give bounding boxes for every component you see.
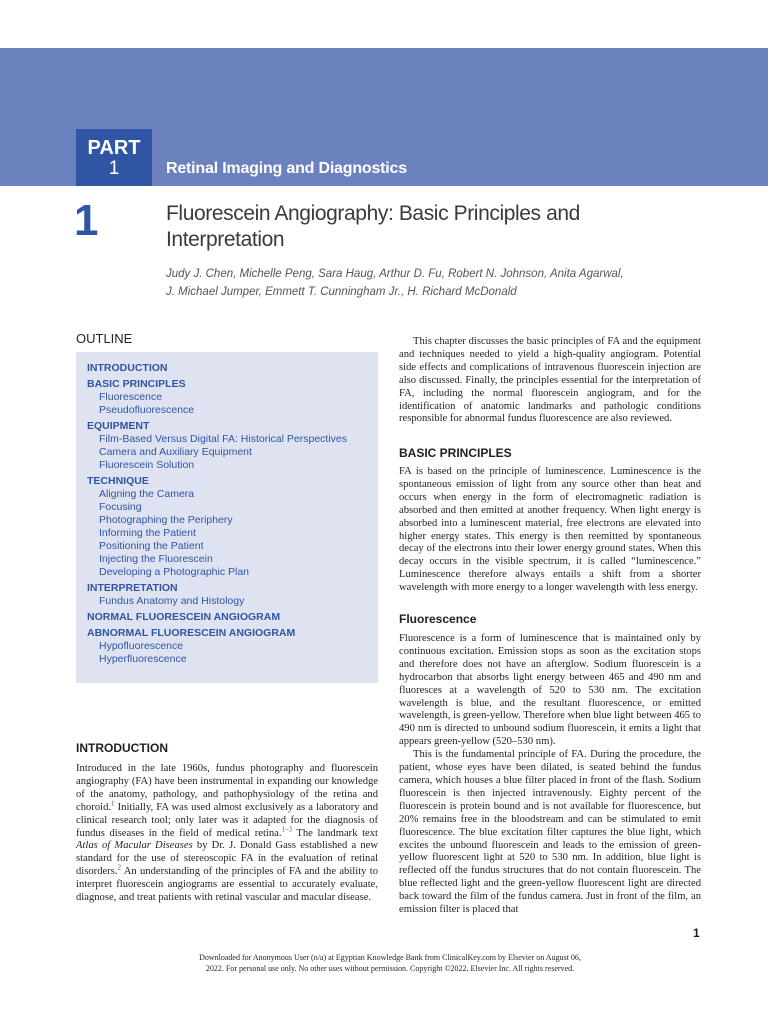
outline-subsection-link[interactable]: Film-Based Versus Digital FA: Historical Perspectives	[99, 433, 347, 445]
outline-subsection-link[interactable]: Aligning the Camera	[99, 488, 195, 500]
outline-subsection-link[interactable]: Hypofluorescence	[99, 640, 184, 652]
outline-subsection-link[interactable]: Focusing	[99, 501, 142, 513]
outline-subsection-link[interactable]: Camera and Auxiliary Equipment	[99, 446, 252, 458]
introduction-heading: INTRODUCTION	[76, 741, 168, 755]
page-number: 1	[693, 926, 700, 940]
chapter-title	[166, 201, 686, 253]
outline-subsection-link[interactable]: Hyperfluorescence	[99, 653, 187, 665]
outline-subsection-link[interactable]: Informing the Patient	[99, 527, 196, 539]
outline-section-link[interactable]: TECHNIQUE	[87, 475, 149, 487]
reference-link[interactable]: 1	[111, 799, 115, 808]
outline-subsection-link[interactable]: Fluorescein Solution	[99, 459, 195, 471]
outline-section-link[interactable]: EQUIPMENT	[87, 420, 150, 432]
outline-subsection-link[interactable]: Injecting the Fluorescein	[99, 553, 213, 565]
outline-subsection-link[interactable]: Fundus Anatomy and Histology	[99, 595, 245, 607]
download-footer	[140, 952, 640, 974]
chapter-title-line2: Interpretation	[166, 228, 285, 251]
outline-section-link[interactable]: ABNORMAL FLUORESCEIN ANGIOGRAM	[87, 627, 296, 639]
chapter-intro-paragraph: This chapter discusses the basic principles of FA and the equipment and techniques needed to yield a high-quality angiogram. Potential side effects and complications of intravenous fluorescein injection are also discussed. Finally, the principles essential for the interpretation of FA, including the normal fluorescein angiogram, and for the identification of anatomic landmarks and pathologic conditions responsible for abnormal fundus fluorescence are also reviewed.	[399, 336, 701, 425]
chapter-title-line1: Fluorescein Angiography: Basic Principles and	[166, 202, 580, 225]
outline-section-link[interactable]: INTRODUCTION	[87, 362, 168, 374]
outline-subsection-link[interactable]: Fluorescence	[99, 391, 163, 403]
fluorescence-paragraph-2: This is the fundamental principle of FA. During the procedure, the patient, whose eyes have been dilated, is seated behind the fundus camera, which houses a blue filter placed in front of the flash. Sodium fluorescein is then injected intravenously. Eighty percent of the fluorescein is protein bound and is not available for fluorescence, but 20% remains free in the bloodstream and can be stimulated to emit fluorescence. The blue excitation filter captures the blue light, which excites the unbound fluorescein and leads to the emission of green-yellow fluorescent light at 520 to 530 nm. In addition, blue light is reflected off the fundus structures that do not contain fluorescein. The blue reflected light and the green-yellow fluorescent light are directed back toward the film of the fundus camera. Just in front of the film, an emission filter is placed that	[399, 749, 701, 916]
outline-section-link[interactable]: INTERPRETATION	[87, 582, 178, 594]
outline-subsection-link[interactable]: Developing a Photographic Plan	[99, 566, 250, 578]
outline-section-link[interactable]: BASIC PRINCIPLES	[87, 378, 186, 390]
part-title: Retinal Imaging and Diagnostics	[166, 160, 407, 177]
outline-section-link[interactable]: NORMAL FLUORESCEIN ANGIOGRAM	[87, 611, 281, 623]
footer-line2: 2022. For personal use only. No other uses without permission. Copyright ©2022. Elsevier Inc. All rights reserved.	[205, 964, 575, 973]
authors-line1: Judy J. Chen, Michelle Peng, Sara Haug, Arthur D. Fu, Robert N. Johnson, Anita Agarwal,	[166, 268, 624, 280]
outline-heading: OUTLINE	[76, 331, 133, 346]
authors-line2: J. Michael Jumper, Emmett T. Cunningham Jr., H. Richard McDonald	[166, 286, 517, 298]
fluorescence-text	[399, 633, 701, 917]
fluorescence-heading: Fluorescence	[399, 612, 477, 626]
outline-box	[76, 352, 378, 683]
fluorescence-paragraph-1: Fluorescence is a form of luminescence that is maintained only by continuous excitation. Emission stops as soon as the excitation stops and therefore does not have an afterglow. Sodium fluorescein is a hydrocarbon that absorbs light energy between 465 and 490 nm and fluoresces at a wavelength of 520 to 530 nm. The excitation wavelength is blue, and the resultant fluorescence, or emitted wavelength, is green-yellow. Therefore when blue light between 465 to 490 nm is directed to unbound sodium fluorescein, it emits a light that appears green-yellow (520–530 nm).	[399, 633, 701, 748]
part-badge	[76, 129, 152, 186]
introduction-paragraph: Introduced in the late 1960s, fundus photography and fluorescein angiography (FA) have been instrumental in expanding our knowledge of the anatomy, pathology, and pathophysiology of the retina and choroid.$^1$ Initially, FA was used almost exclusively as a laboratory and clinical research tool; only later was it adapted for the diagnosis of fundus diseases in the field of medical retina.$^{1-3}$ The landmark text Atlas of Macular Diseases by Dr. J. Donald Gass established a new standard for the use of stereoscopic FA in the evaluation of retinal disorders.$^2$ An understanding of the principles of FA and the ability to interpret fluorescein angiograms are essential to accurately evaluate, diagnose, and treat patients with retinal vascular and macular disease.	[76, 763, 378, 904]
part-number: 1	[108, 158, 120, 179]
chapter-number: 1	[74, 196, 99, 245]
basic-principles-heading: BASIC PRINCIPLES	[399, 446, 512, 460]
part-label: PART	[87, 137, 141, 159]
basic-principles-paragraph: FA is based on the principle of luminescence. Luminescence is the spontaneous emission of light from any source other than heat and occurs when energy in the form of electromagnetic radiation is absorbed and then emitted at another frequency. When light energy is absorbed into a luminescent material, free electrons are elevated into higher energy states. This energy is then reemitted by spontaneous decay of the electrons into their lower energy ground states. When this decay occurs in the visible spectrum, it is called “luminescence.” Luminescence therefore always entails a shift from a shorter wavelength with more energy to a longer wavelength with less energy.	[399, 466, 701, 594]
reference-link[interactable]: 1–3	[281, 825, 292, 833]
footer-line1: Downloaded for Anonymous User (n/a) at Egyptian Knowledge Bank from ClinicalKey.com by Elsevier on August 06,	[199, 953, 581, 962]
outline-subsection-link[interactable]: Positioning the Patient	[99, 540, 204, 552]
reference-link[interactable]: 2	[117, 863, 121, 872]
outline-subsection-link[interactable]: Pseudofluorescence	[99, 404, 195, 416]
author-list	[166, 265, 706, 301]
outline-subsection-link[interactable]: Photographing the Periphery	[99, 514, 233, 526]
